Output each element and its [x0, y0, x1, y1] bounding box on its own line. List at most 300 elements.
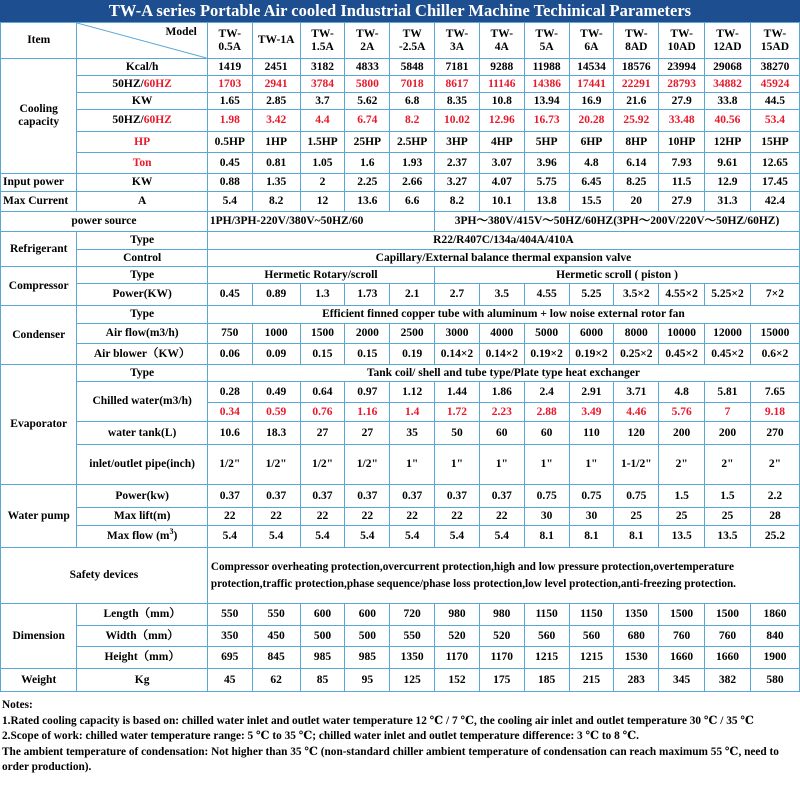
condenser-label: Condenser	[1, 306, 77, 365]
chilled-water-60hz: 5.76	[659, 403, 705, 422]
model-header: TW- 1.5A	[300, 23, 345, 59]
table-row	[1, 526, 800, 548]
header-model	[77, 23, 207, 59]
power-source-single: 1PH/3PH-220V/380V~50HZ/60	[207, 212, 434, 232]
max-lift-value: 22	[300, 508, 345, 526]
hp-value: 1HP	[252, 132, 300, 153]
table-row	[1, 192, 800, 212]
pump-power-value: 0.37	[435, 485, 480, 508]
compressor-power-value: 0.89	[252, 284, 300, 306]
notes-heading: Notes:	[2, 699, 33, 711]
weight-value: 85	[300, 669, 345, 692]
model-header: TW- 3A	[435, 23, 480, 59]
input-power-value: 3.27	[435, 174, 480, 192]
kcal-60hz: 28793	[659, 76, 705, 93]
max-current-value: 6.6	[390, 192, 435, 212]
chilled-water-50hz: 0.49	[252, 382, 300, 403]
input-power-value: 6.45	[569, 174, 614, 192]
ton-value: 3.07	[479, 153, 524, 174]
table-row	[1, 76, 800, 93]
condenser-type-value: Efficient finned copper tube with aluminum + low noise external rotor fan	[207, 306, 799, 324]
compressor-label: Compressor	[1, 267, 77, 306]
chilled-water-50hz: 1.86	[479, 382, 524, 403]
note-line-3: The ambient temperature of condensation: Not higher than 35 ℃ (non-standard chiller ambient temperature of condensation can reach maximum 55 ℃, need to order production).	[2, 745, 779, 773]
model-header: TW- 5A	[524, 23, 569, 59]
kcal-50hz: 11988	[524, 59, 569, 76]
chilled-water-60hz: 9.18	[750, 403, 799, 422]
table-row	[1, 508, 800, 526]
table-row	[1, 93, 800, 110]
ton-value: 0.81	[252, 153, 300, 174]
chilled-water-label: Chilled water(m3/h)	[77, 382, 207, 422]
kcal-50hz: 4833	[345, 59, 390, 76]
max-lift-value: 22	[207, 508, 252, 526]
width-value: 560	[569, 626, 614, 647]
compressor-power-value: 5.25	[569, 284, 614, 306]
water-tank-value: 270	[750, 422, 799, 445]
max-current-value: 8.2	[252, 192, 300, 212]
height-value: 1170	[435, 647, 480, 669]
table-row	[1, 153, 800, 174]
table-row	[1, 267, 800, 284]
chilled-water-50hz: 2.4	[524, 382, 569, 403]
max-flow-value: 5.4	[479, 526, 524, 548]
pump-power-value: 0.75	[524, 485, 569, 508]
chilled-water-60hz: 4.46	[614, 403, 659, 422]
hp-value: 25HP	[345, 132, 390, 153]
blower-value: 0.19	[390, 344, 435, 365]
max-lift-value: 22	[479, 508, 524, 526]
hp-value: 12HP	[705, 132, 751, 153]
height-label: Height（mm）	[77, 647, 207, 669]
hp-value: 1.5HP	[300, 132, 345, 153]
input-power-value: 11.5	[659, 174, 705, 192]
table-row	[1, 132, 800, 153]
max-flow-value: 8.1	[524, 526, 569, 548]
model-header: TW- 2A	[345, 23, 390, 59]
chilled-water-60hz: 1.16	[345, 403, 390, 422]
kcal-50hz: 1419	[207, 59, 252, 76]
max-flow-value: 5.4	[345, 526, 390, 548]
table-row	[1, 250, 800, 267]
max-flow-value: 13.5	[659, 526, 705, 548]
water-tank-value: 18.3	[252, 422, 300, 445]
chilled-water-60hz: 2.88	[524, 403, 569, 422]
pipe-value: 2"	[705, 445, 751, 485]
chilled-water-60hz: 7	[705, 403, 751, 422]
max-current-label: Max Current	[1, 192, 77, 212]
notes	[2, 698, 798, 776]
max-lift-value: 22	[390, 508, 435, 526]
spec-table	[0, 22, 800, 692]
airflow-value: 2000	[345, 324, 390, 344]
water-tank-value: 200	[659, 422, 705, 445]
airflow-value: 12000	[705, 324, 751, 344]
weight-value: 152	[435, 669, 480, 692]
airflow-value: 4000	[479, 324, 524, 344]
pump-power-value: 0.37	[207, 485, 252, 508]
kw-50hz: 44.5	[750, 93, 799, 110]
pump-power-value: 0.37	[345, 485, 390, 508]
kw-50hz: 10.8	[479, 93, 524, 110]
model-header: TW -2.5A	[390, 23, 435, 59]
water-tank-value: 60	[524, 422, 569, 445]
kcal-60hz: 34882	[705, 76, 751, 93]
compressor-power-value: 0.45	[207, 284, 252, 306]
table-row	[1, 548, 800, 604]
refrigerant-type-value: R22/R407C/134a/404A/410A	[207, 232, 799, 250]
max-lift-value: 30	[524, 508, 569, 526]
blower-value: 0.15	[300, 344, 345, 365]
pump-power-label: Power(kw)	[77, 485, 207, 508]
evaporator-label: Evaporator	[1, 365, 77, 485]
max-current-value: 13.6	[345, 192, 390, 212]
hp-value: 3HP	[435, 132, 480, 153]
kcal-60hz: 3784	[300, 76, 345, 93]
airflow-value: 1000	[252, 324, 300, 344]
weight-value: 185	[524, 669, 569, 692]
max-lift-value: 22	[345, 508, 390, 526]
max-current-value: 27.9	[659, 192, 705, 212]
height-value: 1660	[705, 647, 751, 669]
table-row	[1, 284, 800, 306]
chilled-water-50hz: 0.64	[300, 382, 345, 403]
kcal-60hz: 5800	[345, 76, 390, 93]
note-line-2: 2.Scope of work: chilled water temperature range: 5 ℃ to 35 ℃; chilled water inlet and outlet temperature difference: 3 ℃ to 8 ℃.	[2, 730, 639, 742]
length-value: 980	[435, 604, 480, 626]
safety-value: Compressor overheating protection,overcurrent protection,high and low pressure protection,overtemperature protection,traffic protection,phase sequence/phase loss protection,low level protection,anti-freezing protection.	[207, 548, 799, 604]
pipe-value: 2"	[659, 445, 705, 485]
input-power-value: 12.9	[705, 174, 751, 192]
kw-60hz: 10.02	[435, 110, 480, 132]
blower-value: 0.06	[207, 344, 252, 365]
water-tank-value: 50	[435, 422, 480, 445]
input-power-value: 1.35	[252, 174, 300, 192]
weight-label: Weight	[1, 669, 77, 692]
max-lift-value: 28	[750, 508, 799, 526]
table-row	[1, 306, 800, 324]
kcal-50hz: 5848	[390, 59, 435, 76]
model-header: TW- 12AD	[705, 23, 751, 59]
header-item: Item	[1, 23, 77, 59]
kw-50hz: 33.8	[705, 93, 751, 110]
kw-50hz: 6.8	[390, 93, 435, 110]
length-value: 1150	[569, 604, 614, 626]
table-row	[1, 212, 800, 232]
pipe-value: 1"	[435, 445, 480, 485]
blower-value: 0.15	[345, 344, 390, 365]
table-row	[1, 365, 800, 382]
length-value: 550	[207, 604, 252, 626]
ton-value: 1.6	[345, 153, 390, 174]
max-current-value: 12	[300, 192, 345, 212]
ton-value: 0.45	[207, 153, 252, 174]
pump-power-value: 1.5	[705, 485, 751, 508]
height-value: 1900	[750, 647, 799, 669]
blower-value: 0.25×2	[614, 344, 659, 365]
table-row	[1, 445, 800, 485]
max-flow-value: 5.4	[252, 526, 300, 548]
kw-60hz: 3.42	[252, 110, 300, 132]
hz-label: 50HZ/60HZ	[77, 76, 207, 93]
weight-value: 125	[390, 669, 435, 692]
weight-value: 45	[207, 669, 252, 692]
kw-50hz: 27.9	[659, 93, 705, 110]
kcal-60hz: 45924	[750, 76, 799, 93]
compressor-power-value: 3.5	[479, 284, 524, 306]
weight-value: 175	[479, 669, 524, 692]
max-current-value: 31.3	[705, 192, 751, 212]
max-lift-value: 22	[252, 508, 300, 526]
max-current-value: 8.2	[435, 192, 480, 212]
length-value: 1860	[750, 604, 799, 626]
weight-unit: Kg	[77, 669, 207, 692]
kw-label: KW	[77, 93, 207, 110]
blower-value: 0.14×2	[435, 344, 480, 365]
model-header: TW- 15AD	[750, 23, 799, 59]
table-row	[1, 344, 800, 365]
length-value: 550	[252, 604, 300, 626]
kcal-50hz: 9288	[479, 59, 524, 76]
length-value: 980	[479, 604, 524, 626]
length-value: 1500	[705, 604, 751, 626]
compressor-power-value: 1.3	[300, 284, 345, 306]
table-row	[1, 324, 800, 344]
height-value: 1215	[524, 647, 569, 669]
water-tank-value: 120	[614, 422, 659, 445]
hp-value: 4HP	[479, 132, 524, 153]
chilled-water-60hz: 1.72	[435, 403, 480, 422]
kw-50hz: 13.94	[524, 93, 569, 110]
model-header: TW- 4A	[479, 23, 524, 59]
pipe-value: 1/2"	[252, 445, 300, 485]
max-current-value: 42.4	[750, 192, 799, 212]
max-flow-value: 8.1	[614, 526, 659, 548]
ton-value: 4.8	[569, 153, 614, 174]
kcal-50hz: 14534	[569, 59, 614, 76]
kcal-60hz: 2941	[252, 76, 300, 93]
pump-power-value: 0.37	[300, 485, 345, 508]
airflow-value: 3000	[435, 324, 480, 344]
pump-power-value: 0.37	[479, 485, 524, 508]
max-current-unit: A	[77, 192, 207, 212]
kw-60hz: 16.73	[524, 110, 569, 132]
safety-label: Safety devices	[1, 548, 208, 604]
input-power-value: 5.75	[524, 174, 569, 192]
pipe-value: 1"	[524, 445, 569, 485]
width-value: 500	[300, 626, 345, 647]
chilled-water-60hz: 1.4	[390, 403, 435, 422]
height-value: 985	[345, 647, 390, 669]
chilled-water-50hz: 5.81	[705, 382, 751, 403]
hp-label: HP	[77, 132, 207, 153]
water-tank-value: 27	[345, 422, 390, 445]
compressor-type-scroll: Hermetic scroll ( piston )	[435, 267, 800, 284]
width-label: Width（mm）	[77, 626, 207, 647]
hp-value: 15HP	[750, 132, 799, 153]
water-tank-value: 35	[390, 422, 435, 445]
weight-value: 345	[659, 669, 705, 692]
kw-60hz: 6.74	[345, 110, 390, 132]
blower-value: 0.09	[252, 344, 300, 365]
max-current-value: 15.5	[569, 192, 614, 212]
table-row	[1, 626, 800, 647]
power-source-three: 3PH～380V/415V～50HZ/60HZ(3PH～200V/220V～50HZ/60HZ)	[435, 212, 800, 232]
width-value: 500	[345, 626, 390, 647]
table-row	[1, 382, 800, 403]
height-value: 1350	[390, 647, 435, 669]
kcal-60hz: 14386	[524, 76, 569, 93]
kw-60hz: 20.28	[569, 110, 614, 132]
kcal-60hz: 1703	[207, 76, 252, 93]
weight-value: 62	[252, 669, 300, 692]
blower-value: 0.45×2	[659, 344, 705, 365]
width-value: 520	[479, 626, 524, 647]
blower-value: 0.19×2	[569, 344, 614, 365]
input-power-value: 2.25	[345, 174, 390, 192]
chilled-water-60hz: 3.49	[569, 403, 614, 422]
input-power-value: 8.25	[614, 174, 659, 192]
length-value: 1500	[659, 604, 705, 626]
width-value: 450	[252, 626, 300, 647]
kw-50hz: 21.6	[614, 93, 659, 110]
hz-label: 50HZ/60HZ	[77, 110, 207, 132]
compressor-power-value: 2.7	[435, 284, 480, 306]
chilled-water-50hz: 4.8	[659, 382, 705, 403]
max-flow-value: 5.4	[300, 526, 345, 548]
table-row	[1, 174, 800, 192]
ton-value: 2.37	[435, 153, 480, 174]
width-value: 680	[614, 626, 659, 647]
compressor-power-value: 5.25×2	[705, 284, 751, 306]
weight-value: 215	[569, 669, 614, 692]
chilled-water-50hz: 2.91	[569, 382, 614, 403]
height-value: 695	[207, 647, 252, 669]
compressor-power-value: 1.73	[345, 284, 390, 306]
weight-value: 95	[345, 669, 390, 692]
max-flow-value: 5.4	[207, 526, 252, 548]
max-flow-value: 25.2	[750, 526, 799, 548]
width-value: 560	[524, 626, 569, 647]
max-lift-label: Max lift(m)	[77, 508, 207, 526]
airflow-value: 10000	[659, 324, 705, 344]
blower-value: 0.19×2	[524, 344, 569, 365]
height-value: 1215	[569, 647, 614, 669]
height-value: 1530	[614, 647, 659, 669]
water-tank-value: 200	[705, 422, 751, 445]
pipe-value: 1/2"	[300, 445, 345, 485]
table-row	[1, 647, 800, 669]
width-value: 550	[390, 626, 435, 647]
kcal-50hz: 7181	[435, 59, 480, 76]
refrigerant-control-value: Capillary/External balance thermal expansion valve	[207, 250, 799, 267]
kcal-60hz: 7018	[390, 76, 435, 93]
power-source-label: power source	[1, 212, 208, 232]
compressor-power-value: 2.1	[390, 284, 435, 306]
kw-60hz: 25.92	[614, 110, 659, 132]
max-flow-value: 5.4	[390, 526, 435, 548]
table-row	[1, 110, 800, 132]
pipe-value: 1"	[479, 445, 524, 485]
height-value: 985	[300, 647, 345, 669]
max-flow-value: 5.4	[435, 526, 480, 548]
chilled-water-50hz: 0.97	[345, 382, 390, 403]
chilled-water-60hz: 0.76	[300, 403, 345, 422]
table-row	[1, 422, 800, 445]
kw-60hz: 33.48	[659, 110, 705, 132]
kcal-50hz: 38270	[750, 59, 799, 76]
chilled-water-50hz: 7.65	[750, 382, 799, 403]
kcal-60hz: 22291	[614, 76, 659, 93]
table-row	[1, 485, 800, 508]
hp-value: 10HP	[659, 132, 705, 153]
kcal-50hz: 2451	[252, 59, 300, 76]
length-value: 1150	[524, 604, 569, 626]
table-row	[1, 23, 800, 59]
kcal-50hz: 18576	[614, 59, 659, 76]
pipe-value: 2"	[750, 445, 799, 485]
compressor-power-value: 3.5×2	[614, 284, 659, 306]
pipe-value: 1"	[390, 445, 435, 485]
model-header: TW- 6A	[569, 23, 614, 59]
water-tank-label: water tank(L)	[77, 422, 207, 445]
kw-50hz: 2.85	[252, 93, 300, 110]
refrigerant-control-label: Control	[77, 250, 207, 267]
table-row	[1, 232, 800, 250]
page-title: TW-A series Portable Air cooled Industrial Chiller Machine Techinical Parameters	[0, 0, 800, 22]
max-lift-value: 22	[435, 508, 480, 526]
pump-power-value: 0.37	[390, 485, 435, 508]
ton-value: 1.05	[300, 153, 345, 174]
compressor-type-label: Type	[77, 267, 207, 284]
water-tank-value: 27	[300, 422, 345, 445]
hp-value: 5HP	[524, 132, 569, 153]
max-flow-label: Max flow $(m^3)$	[77, 526, 207, 548]
input-power-value: 17.45	[750, 174, 799, 192]
length-value: 600	[345, 604, 390, 626]
model-header: TW- 0.5A	[207, 23, 252, 59]
hp-value: 0.5HP	[207, 132, 252, 153]
chilled-water-50hz: 3.71	[614, 382, 659, 403]
ton-value: 9.61	[705, 153, 751, 174]
ton-value: 12.65	[750, 153, 799, 174]
model-header: TW- 8AD	[614, 23, 659, 59]
compressor-power-label: Power(KW)	[77, 284, 207, 306]
ton-value: 3.96	[524, 153, 569, 174]
input-power-value: 2.66	[390, 174, 435, 192]
pipe-label: inlet/outlet pipe(inch)	[77, 445, 207, 485]
kw-60hz: 1.98	[207, 110, 252, 132]
height-value: 845	[252, 647, 300, 669]
kw-50hz: 16.9	[569, 93, 614, 110]
kcal-50hz: 29068	[705, 59, 751, 76]
chilled-water-50hz: 1.12	[390, 382, 435, 403]
input-power-value: 2	[300, 174, 345, 192]
kw-50hz: 1.65	[207, 93, 252, 110]
water-pump-label: Water pump	[1, 485, 77, 548]
pipe-value: 1/2"	[345, 445, 390, 485]
max-lift-value: 30	[569, 508, 614, 526]
water-tank-value: 60	[479, 422, 524, 445]
ton-label: Ton	[77, 153, 207, 174]
airflow-value: 15000	[750, 324, 799, 344]
kcal-60hz: 11146	[479, 76, 524, 93]
blower-value: 0.14×2	[479, 344, 524, 365]
pump-power-value: 1.5	[659, 485, 705, 508]
max-current-value: 5.4	[207, 192, 252, 212]
kw-60hz: 8.2	[390, 110, 435, 132]
kw-50hz: 5.62	[345, 93, 390, 110]
